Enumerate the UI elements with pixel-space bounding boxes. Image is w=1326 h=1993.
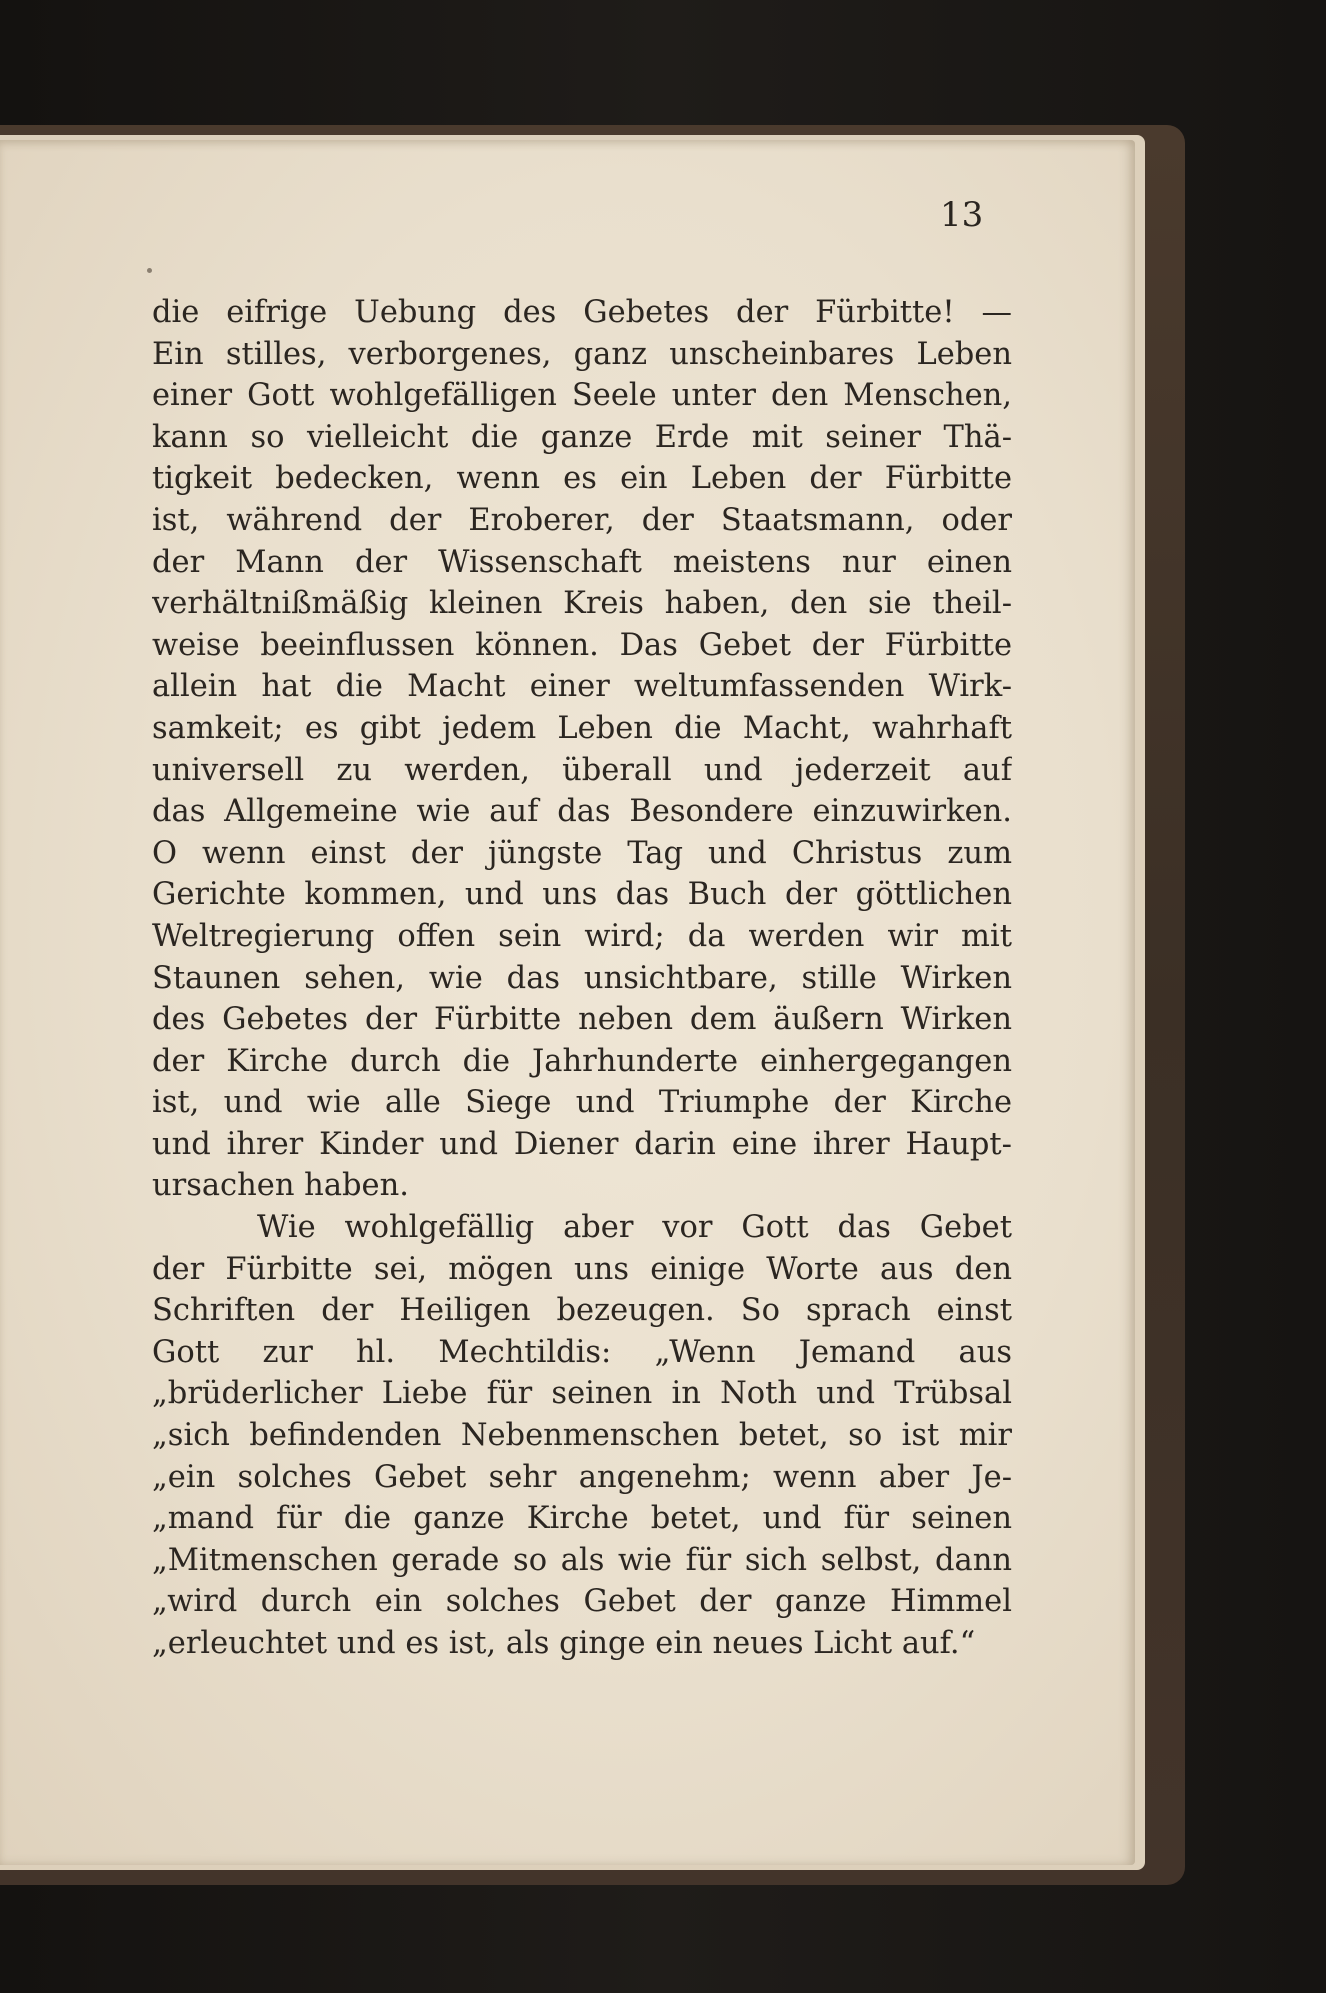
- text-line: des Gebetes der Fürbitte neben dem äußern Wirken: [152, 1002, 1012, 1038]
- text-line: Schriften der Heiligen bezeugen. So sprach einst: [152, 1293, 1012, 1329]
- text-line: Weltregierung offen sein wird; da werden wir mit: [152, 918, 1012, 954]
- text-line: ist, und wie alle Siege und Triumphe der Kirche: [152, 1085, 1012, 1121]
- text-line: „brüderlicher Liebe für seinen in Noth und Trübsal: [152, 1376, 1012, 1412]
- text-line: das Allgemeine wie auf das Besondere einzuwirken.: [152, 794, 1012, 830]
- text-line: und ihrer Kinder und Diener darin eine ihrer Haupt-: [152, 1126, 1012, 1162]
- text-line: „wird durch ein solches Gebet der ganze Himmel: [152, 1584, 1012, 1620]
- text-line: Staunen sehen, wie das unsichtbare, stille Wirken: [152, 960, 1012, 996]
- text-line: ursachen haben.: [152, 1168, 409, 1204]
- text-line: „Mitmenschen gerade so als wie für sich selbst, dann: [152, 1542, 1012, 1578]
- text-line: die eifrige Uebung des Gebetes der Fürbitte! —: [152, 295, 1012, 330]
- text-line: der Mann der Wissenschaft meistens nur einen: [152, 544, 1012, 580]
- text-line: „mand für die ganze Kirche betet, und für seinen: [152, 1501, 1012, 1537]
- text-line: ist, während der Eroberer, der Staatsmann, oder: [152, 502, 1012, 538]
- text-line: allein hat die Macht einer weltumfassenden Wirk-: [152, 669, 1012, 705]
- text-line: samkeit; es gibt jedem Leben die Macht, wahrhaft: [152, 710, 1012, 746]
- text-line: Ein stilles, verborgenes, ganz unscheinbares Leben: [152, 336, 1012, 372]
- ink-speck: [147, 268, 152, 273]
- body-text: [152, 292, 1012, 1665]
- text-line: der Kirche durch die Jahrhunderte einhergegangen: [152, 1043, 1012, 1079]
- text-line: verhältnißmäßig kleinen Kreis haben, den sie theil-: [152, 586, 1012, 622]
- text-line: universell zu werden, überall und jederzeit auf: [152, 752, 1012, 788]
- text-line: Gott zur hl. Mechtildis: „Wenn Jemand aus: [152, 1334, 1012, 1370]
- text-line: einer Gott wohlgefälligen Seele unter den Menschen,: [152, 378, 1012, 414]
- text-line: tigkeit bedecken, wenn es ein Leben der Fürbitte: [152, 461, 1012, 497]
- text-line: Wie wohlgefällig aber vor Gott das Gebet: [257, 1210, 1012, 1246]
- text-line: kann so vielleicht die ganze Erde mit seiner Thä-: [152, 419, 1012, 455]
- text-line: weise beeinflussen können. Das Gebet der Fürbitte: [152, 627, 1012, 663]
- page-number: 13: [940, 195, 984, 235]
- text-line: der Fürbitte sei, mögen uns einige Worte aus den: [152, 1251, 1012, 1287]
- text-line: „ein solches Gebet sehr angenehm; wenn aber Je-: [152, 1459, 1012, 1495]
- text-line: O wenn einst der jüngste Tag und Christus zum: [152, 835, 1012, 871]
- text-line: Gerichte kommen, und uns das Buch der göttlichen: [152, 877, 1012, 913]
- text-line: „sich befindenden Nebenmenschen betet, so ist mir: [152, 1418, 1012, 1454]
- text-line: „erleuchtet und es ist, als ginge ein neues Licht auf.“: [152, 1626, 976, 1661]
